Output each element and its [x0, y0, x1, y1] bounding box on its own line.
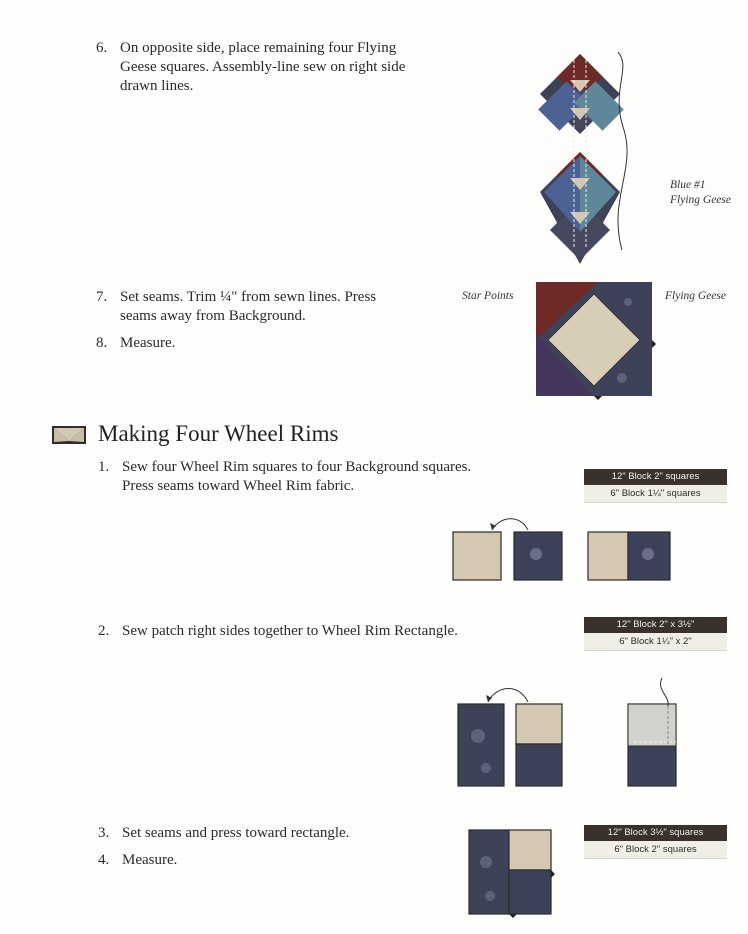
step-text: Measure.: [122, 852, 178, 868]
step-number: 4.: [98, 852, 110, 868]
table-row: 12" Block 2" x 3½": [584, 617, 727, 633]
wheel-step-1: [98, 458, 508, 496]
label-line: Flying Geese: [670, 194, 731, 206]
rectangle-sewing-diagram: [456, 676, 686, 788]
table-row: 12" Block 3½" squares: [584, 825, 727, 841]
table-row: 6" Block 2" squares: [584, 841, 727, 859]
size-table-3: [584, 825, 727, 859]
step-text: Sew four Wheel Rim squares to four Background squares. Press seams toward Wheel Rim fabric.: [122, 459, 472, 494]
flying-geese-label: Flying Geese: [665, 290, 726, 302]
flying-geese-sewing-diagram: [540, 50, 660, 270]
star-points-label: Star Points: [462, 290, 514, 302]
size-table-1: [584, 469, 727, 503]
label-line: Blue #1: [670, 179, 706, 191]
table-row: 6" Block 1¼" squares: [584, 485, 727, 503]
step-number: 8.: [96, 335, 108, 351]
star-points-block: [536, 282, 656, 400]
step-7: [96, 288, 416, 326]
size-table-2: [584, 617, 727, 651]
step-6: [96, 39, 436, 96]
step-text: Measure.: [120, 335, 176, 351]
step-text: On opposite side, place remaining four Flying Geese squares. Assembly-line sew on right side drawn lines.: [120, 40, 406, 94]
wheel-step-3: [98, 824, 478, 843]
step-number: 7.: [96, 289, 108, 305]
diamond-unit-bottom: [540, 152, 620, 264]
step-text: Set seams. Trim ¼" from sewn lines. Press seams away from Background.: [120, 289, 377, 324]
blue-geese-label: [670, 178, 731, 208]
table-row: 12" Block 2" squares: [584, 469, 727, 485]
step-number: 2.: [98, 623, 110, 639]
step-text: Set seams and press toward rectangle.: [122, 825, 350, 841]
step-number: 1.: [98, 459, 110, 475]
step-text: Sew patch right sides together to Wheel Rim Rectangle.: [122, 623, 458, 639]
table-row: 6" Block 1¼" x 2": [584, 633, 727, 651]
wheel-rim-square-diagram: [452, 516, 677, 586]
section-title: Making Four Wheel Rims: [98, 421, 339, 446]
step-number: 3.: [98, 825, 110, 841]
wheel-rim-icon: [52, 426, 86, 444]
diamond-unit-top: [538, 54, 623, 148]
step-8: [96, 334, 416, 353]
step-number: 6.: [96, 40, 108, 56]
wheel-step-4: [98, 851, 478, 870]
wheel-step-2: [98, 622, 518, 641]
wheel-rim-unit-block: [468, 828, 560, 920]
